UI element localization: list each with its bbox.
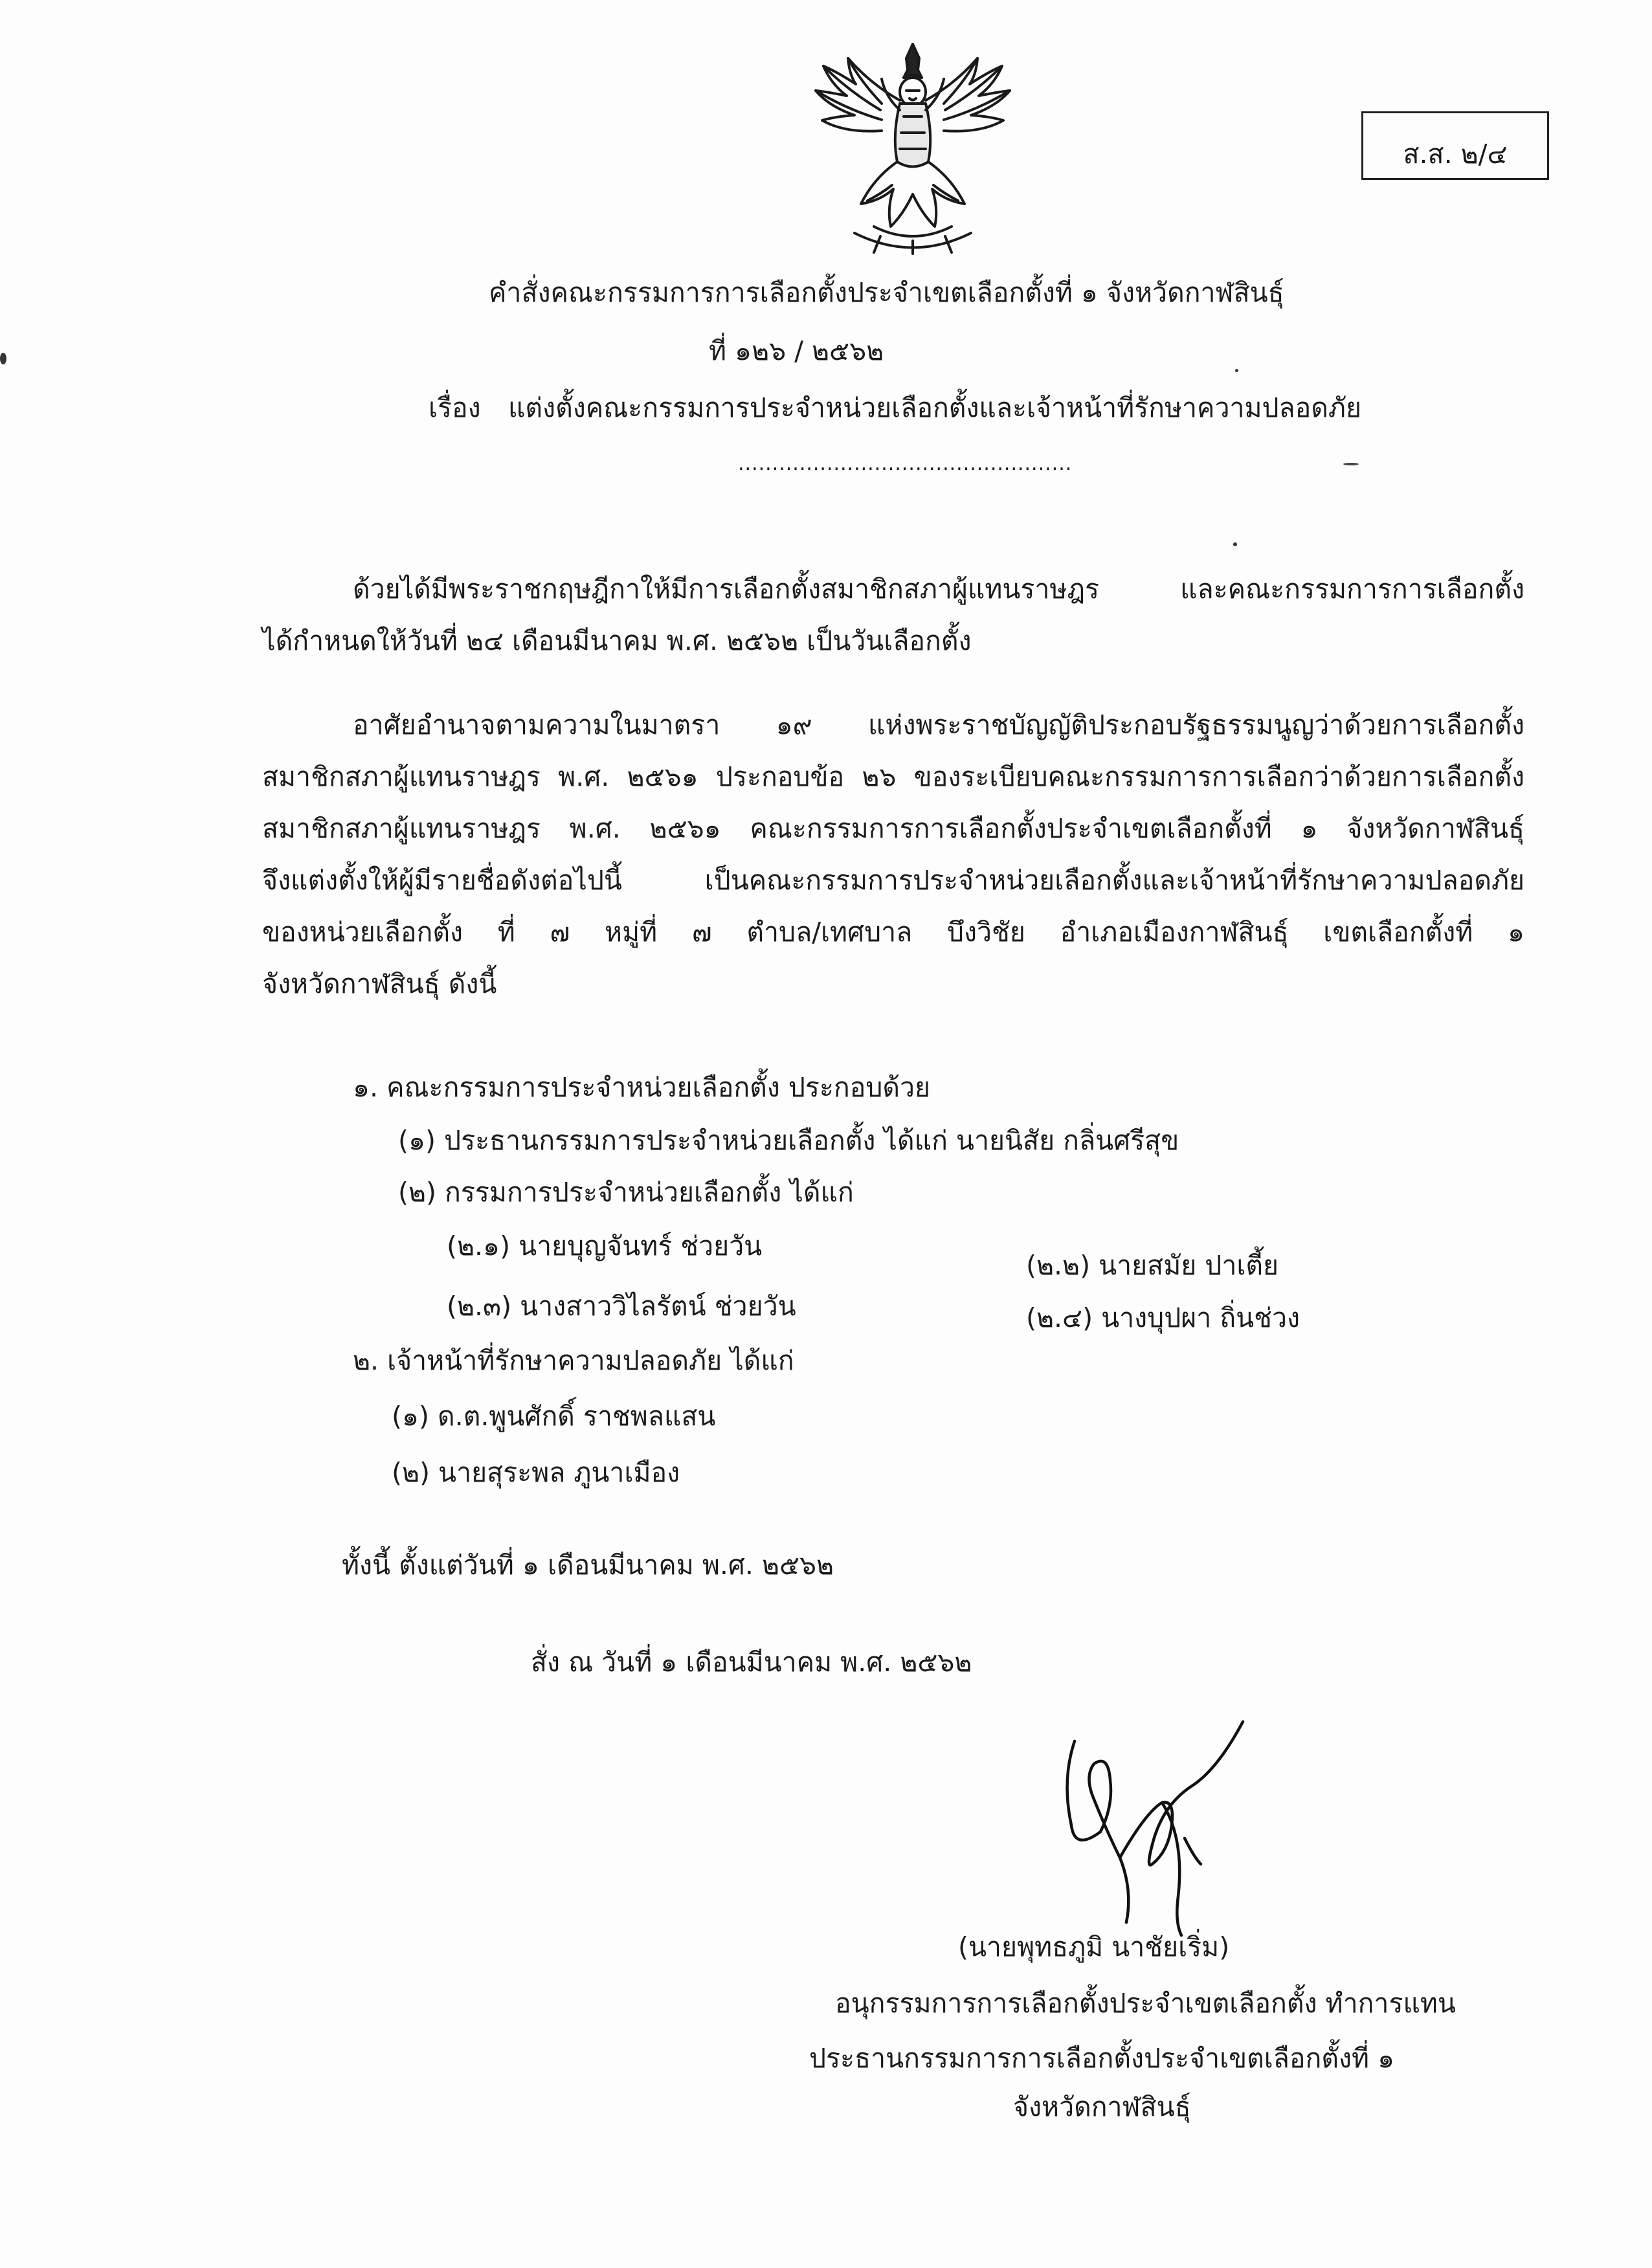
section1-heading: ๑. คณะกรรมการประจำหน่วยเลือกตั้ง ประกอบด้วย	[353, 1072, 931, 1103]
subject-text: แต่งตั้งคณะกรรมการประจำหน่วยเลือกตั้งและเจ้าหน้าที่รักษาความปลอดภัย	[508, 392, 1361, 423]
signer-position-line3: จังหวัดกาฬสินธุ์	[1013, 2091, 1191, 2122]
paragraph2-line4: จึงแต่งตั้งให้ผู้มีรายชื่อดังต่อไปนี้ เป็นคณะกรรมการประจำหน่วยเลือกตั้งและเจ้าหน้าที่รักษาความปลอดภัย	[262, 865, 1524, 896]
scan-speck	[1233, 542, 1237, 546]
member-2-3: (๒.๓) นางสาววิไลรัตน์ ช่วยวัน	[447, 1291, 796, 1322]
document-code-box	[1361, 111, 1549, 180]
security-officer-1: (๑) ด.ต.พูนศักดิ์ ราชพลแสน	[392, 1401, 716, 1432]
ordered-date: สั่ง ณ วันที่ ๑ เดือนมีนาคม พ.ศ. ๒๕๖๒	[531, 1647, 972, 1678]
garuda-emblem-icon	[809, 39, 1016, 256]
member-2-2: (๒.๒) นายสมัย ปาเตี้ย	[1026, 1250, 1279, 1281]
paragraph2-line5: ของหน่วยเลือกตั้ง ที่ ๗ หมู่ที่ ๗ ตำบล/เทศบาล บึงวิชัย อำเภอเมืองกาฬสินธุ์ เขตเลือกตั้งที่ ๑	[262, 917, 1524, 948]
section2-heading: ๒. เจ้าหน้าที่รักษาความปลอดภัย ได้แก่	[353, 1345, 794, 1376]
paragraph2-line3: สมาชิกสภาผู้แทนราษฎร พ.ศ. ๒๕๖๑ คณะกรรมการการเลือกตั้งประจำเขตเลือกตั้งที่ ๑ จังหวัดกาฬสินธุ์	[262, 813, 1524, 844]
subject-label: เรื่อง	[429, 392, 481, 423]
scan-speck	[1343, 463, 1359, 465]
paragraph2-line6: จังหวัดกาฬสินธุ์ ดังนี้	[262, 968, 497, 999]
member-2-1: (๒.๑) นายบุญจันทร์ ช่วยวัน	[447, 1230, 763, 1262]
security-officer-2: (๒) นายสุระพล ภูนาเมือง	[392, 1457, 680, 1488]
order-title: คำสั่งคณะกรรมการการเลือกตั้งประจำเขตเลือกตั้งที่ ๑ จังหวัดกาฬสินธุ์	[489, 277, 1284, 308]
effective-date: ทั้งนี้ ตั้งแต่วันที่ ๑ เดือนมีนาคม พ.ศ. ๒๕๖๒	[342, 1550, 834, 1581]
header-dotted-line: .................................................	[738, 452, 1073, 475]
scan-speck	[0, 353, 6, 364]
section1-chair: (๑) ประธานกรรมการประจำหน่วยเลือกตั้ง ได้แก่ นายนิสัย กลิ่นศรีสุข	[398, 1125, 1179, 1156]
order-number: ที่ ๑๒๖ / ๒๕๖๒	[709, 335, 884, 366]
scan-speck	[1235, 369, 1238, 372]
paragraph2-line1: อาศัยอำนาจตามความในมาตรา ๑๙ แห่งพระราชบัญญัติประกอบรัฐธรรมนูญว่าด้วยการเลือกตั้ง	[353, 709, 1524, 740]
document-code: ส.ส. ๒/๔	[1403, 139, 1508, 170]
paragraph1-line1: ด้วยได้มีพระราชกฤษฎีกาให้มีการเลือกตั้งสมาชิกสภาผู้แทนราษฎร และคณะกรรมการการเลือกตั้ง	[353, 573, 1524, 605]
signer-position-line1: อนุกรรมการการเลือกตั้งประจำเขตเลือกตั้ง ทำการแทน	[835, 1988, 1456, 2019]
handwritten-signature	[1049, 1702, 1282, 1942]
signer-position-line2: ประธานกรรมการการเลือกตั้งประจำเขตเลือกตั้งที่ ๑	[809, 2043, 1395, 2074]
paragraph2-line2: สมาชิกสภาผู้แทนราษฎร พ.ศ. ๒๕๖๑ ประกอบข้อ ๒๖ ของระเบียบคณะกรรมการการเลือกว่าด้วยการเลือกตั้ง	[262, 761, 1524, 792]
section1-members-heading: (๒) กรรมการประจำหน่วยเลือกตั้ง ได้แก่	[398, 1177, 854, 1208]
member-2-4: (๒.๔) นางบุปผา ถิ่นช่วง	[1026, 1302, 1300, 1333]
paragraph1-line2: ได้กำหนดให้วันที่ ๒๔ เดือนมีนาคม พ.ศ. ๒๕๖๒ เป็นวันเลือกตั้ง	[262, 625, 972, 656]
signer-name: (นายพุทธภูมิ นาชัยเริ่ม)	[958, 1931, 1230, 1962]
